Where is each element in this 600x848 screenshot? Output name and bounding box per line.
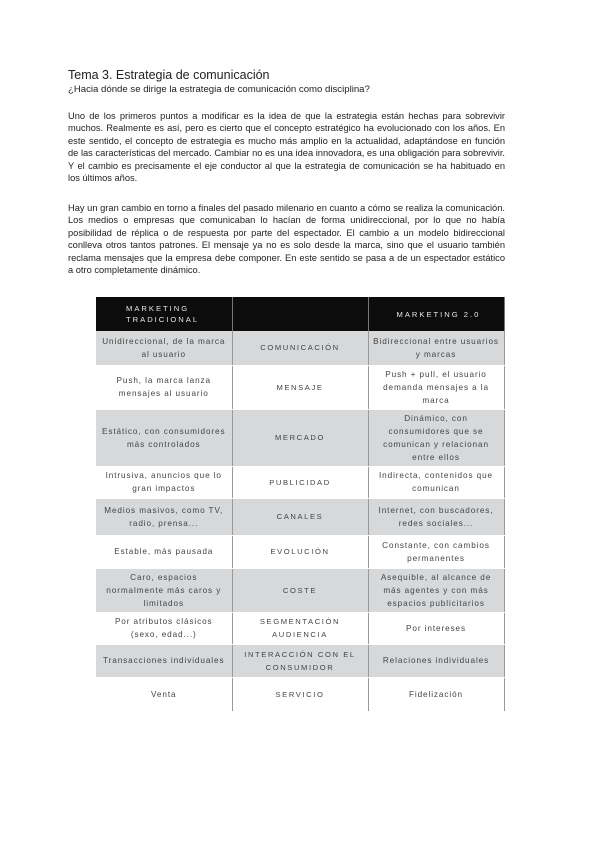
cell-left: Estático, con consumidores más controlados (96, 409, 232, 466)
header-empty (232, 297, 368, 331)
cell-mid: COMUNICACIÓN (232, 331, 368, 365)
comparison-table (96, 297, 505, 712)
header-marketing-2-0: MARKETING 2.0 (368, 297, 504, 331)
cell-mid: CANALES (232, 498, 368, 535)
cell-right: Bidireccional entre usuarios y marcas (368, 331, 504, 365)
cell-mid: COSTE (232, 568, 368, 612)
cell-left: Estable, más pausada (96, 535, 232, 568)
cell-right: Dinámico, con consumidores que se comunican y relacionan entre ellos (368, 409, 504, 466)
cell-mid: SEGMENTACIÓN AUDIENCIA (232, 612, 368, 644)
paragraph-1: Uno de los primeros puntos a modificar es la idea de que la estrategia están hechas para sobrevivir muchos. Realmente es así, pero es cierto que el concepto estratégico ha evolucionado con los años. En este sentido, el concepto de estrategia es mucho más amplio en la actualidad, adaptándose en función de las características del mercado. Cambiar no es una idea innovadora, es una obligación para sobrevivir. Y el cambio es precisamente el eje conductor al que la estrategia de comunicación se ha habituado en los últimos años. (68, 111, 505, 184)
cell-left: Medios masivos, como TV, radio, prensa... (96, 498, 232, 535)
header-traditional: MARKETING TRADICIONAL (96, 297, 232, 331)
cell-right: Por intereses (368, 612, 504, 644)
table-header-row (96, 297, 504, 331)
table-row (96, 331, 504, 365)
table-row (96, 466, 504, 498)
cell-mid: SERVICIO (232, 677, 368, 711)
cell-left: Push, la marca lanza mensajes al usuario (96, 365, 232, 409)
cell-mid: PUBLICIDAD (232, 466, 368, 498)
cell-right: Relaciones individuales (368, 644, 504, 677)
cell-right: Constante, con cambios permanentes (368, 535, 504, 568)
paragraph-2: Hay un gran cambio en torno a finales del pasado milenario en cuanto a cómo se realiza la comunicación. Los medios o empresas que comunicaban lo hacían de forma unidireccional, por lo que no había posibilidad de réplica o de respuesta por parte del espectador. El cambio a un modelo bidireccional conlleva otros tantos patrones. El mensaje ya no es solo desde la marca, sino que el usuario también reclama mensajes que la empresa debe componer. En este sentido se pasa a de un espectador estático a otro completamente dinámico. (68, 203, 505, 276)
cell-right: Asequible, al alcance de más agentes y con más espacios publicitarios (368, 568, 504, 612)
cell-right: Internet, con buscadores, redes sociales... (368, 498, 504, 535)
cell-left: Caro, espacios normalmente más caros y limitados (96, 568, 232, 612)
table-row (96, 644, 504, 677)
cell-left: Transacciones individuales (96, 644, 232, 677)
cell-right: Indirecta, contenidos que comunican (368, 466, 504, 498)
cell-mid: EVOLUCIÓN (232, 535, 368, 568)
cell-left: Por atributos clásicos (sexo, edad...) (96, 612, 232, 644)
cell-mid: MENSAJE (232, 365, 368, 409)
cell-mid: MERCADO (232, 409, 368, 466)
cell-right: Fidelización (368, 677, 504, 711)
cell-right: Push + pull, el usuario demanda mensajes a la marca (368, 365, 504, 409)
cell-left: Intrusiva, anuncios que lo gran impactos (96, 466, 232, 498)
page-title: Tema 3. Estrategia de comunicación (68, 68, 270, 82)
table-row (96, 409, 504, 466)
cell-mid: INTERACCIÓN CON EL CONSUMIDOR (232, 644, 368, 677)
cell-left: Unidireccional, de la marca al usuario (96, 331, 232, 365)
table-row (96, 612, 504, 644)
table-row (96, 365, 504, 409)
table-row (96, 677, 504, 711)
cell-left: Venta (96, 677, 232, 711)
table-row (96, 498, 504, 535)
table-row (96, 568, 504, 612)
page-subtitle: ¿Hacia dónde se dirige la estrategia de comunicación como disciplina? (68, 84, 370, 95)
table-row (96, 535, 504, 568)
